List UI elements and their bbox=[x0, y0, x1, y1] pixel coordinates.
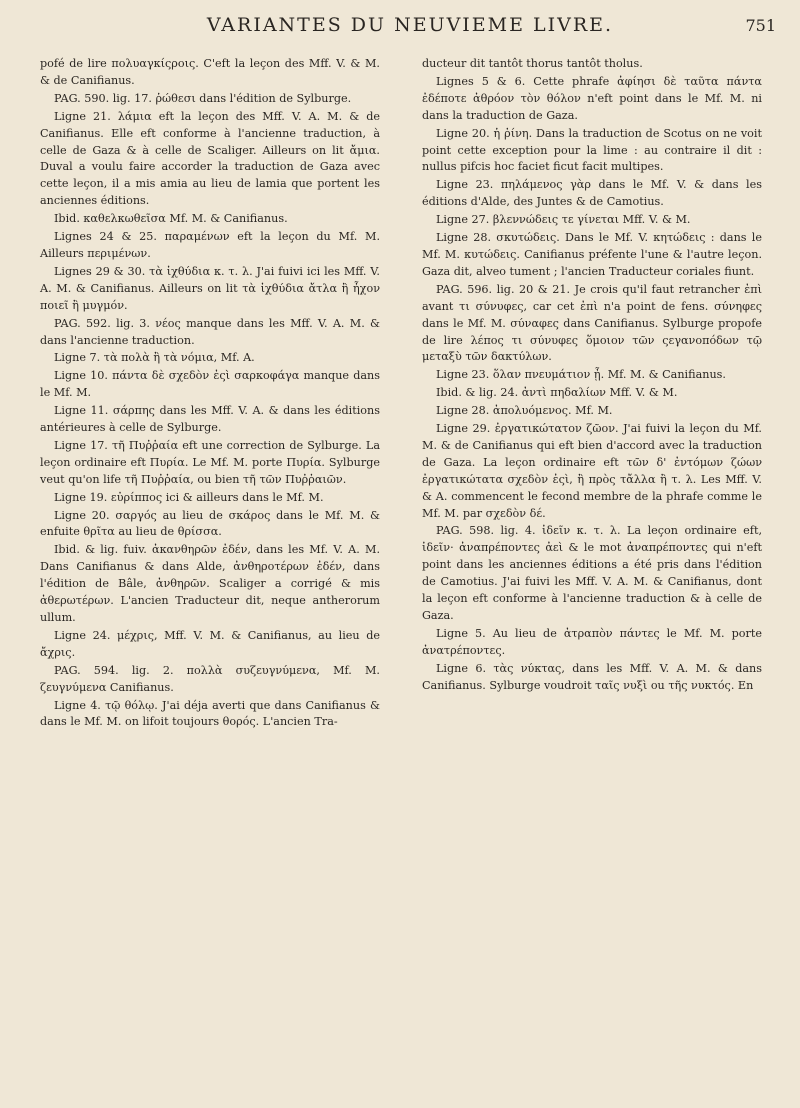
left-column bbox=[40, 56, 380, 732]
right-column bbox=[422, 56, 762, 696]
note-paragraph: Ligne 24. μέχρις, Mff. V. M. & Canifianus, au lieu de ἄχρις. bbox=[40, 628, 380, 659]
note-paragraph: pofé de lire πολυαγκίςροις. C'eft la leçon des Mff. V. & M. & de Canifianus. bbox=[40, 57, 380, 87]
note-paragraph: Ibid. καθελκωθεῖσα Mf. M. & Canifianus. bbox=[54, 212, 288, 226]
note-paragraph: PAG. 592. lig. 3. νέος manque dans les Mff. V. A. M. & dans l'ancienne traduction. bbox=[40, 316, 380, 347]
note-paragraph: Ligne 29. ἐργατικώτατον ζῶον. J'ai fuivi la leçon du Mf. M. & de Canifianus qui eft bien d'accord avec la traduction de Gaza. La leçon ordinaire eft τῶν δ' ἐντόμων ζώων ἐργατικώτατα σχεδὸν ἐςὶ, ἢ πρὸς τἄλλα ἢ τ. λ. Les Mff. V. & A. commencent le fecond membre de la phrafe comme le Mf. M. par σχεδὸν δέ. bbox=[422, 422, 762, 520]
note-paragraph: Ligne 20. ἡ ῥίνη. Dans la traduction de Scotus on ne voit point cette exception pour la lime : au contraire il dit : nullus pifcis hoc faciet ficut facit multipes. bbox=[422, 126, 762, 174]
note-paragraph: PAG. 590. lig. 17. ῥώθεσι dans l'édition de Sylburge. bbox=[54, 91, 352, 105]
note-paragraph: Ligne 21. λάμια eft la leçon des Mff. V. A. M. & de Canifianus. Elle eft conforme à l'ancienne traduction, à celle de Gaza & à celle de Scaliger. Ailleurs on lit ἄμια. Duval a voulu faire accorder la traduction de Gaza avec cette leçon, il a mis amia au lieu de lamia que portent les anciennes éditions. bbox=[40, 109, 380, 208]
note-paragraph: Lignes 24 & 25. παραμένων eft la leçon du Mf. M. Ailleurs περιμένων. bbox=[40, 230, 380, 260]
note-paragraph: Ibid. & lig. 24. ἀντὶ πηδαλίων Mff. V. & M. bbox=[436, 386, 678, 400]
note-paragraph: Ligne 28. σκυτώδεις. Dans le Mf. V. κητώδεις : dans le Mf. M. κυτώδεις. Canifianus préfente l'une & l'autre leçon. Gaza dit, alveo tument ; l'ancien Traducteur coriales fiunt. bbox=[422, 231, 762, 278]
note-paragraph: Ligne 23. πηλάμενος γὰρ dans le Mf. V. & dans les éditions d'Alde, des Juntes & de Camotius. bbox=[422, 178, 762, 209]
note-paragraph: PAG. 598. lig. 4. ἰδεῖν κ. τ. λ. La leçon ordinaire eft, ἰδεῖν· ἀναπρέποντες ἀεὶ & le mot ἀναπρέποντες qui n'eft point dans les anciennes éditions a été pris dans l'édition de Camotius. J'ai fuivi les Mff. V. A. M. & Canifianus, dont la leçon eft conforme à l'ancienne traduction & à celle de Gaza. bbox=[422, 524, 762, 622]
note-paragraph: PAG. 596. lig. 20 & 21. Je crois qu'il faut retrancher ἐπὶ avant τι σύνυφες, car cet ἐπὶ n'a point de fens. σύνηφες dans le Mf. M. σύναφες dans Canifianus. Sylburge propofe de lire λέπος τι σύνυφες ὅμοιον τῶν ςεγανοπόδων τῷ μεταξὺ τῶν δακτύλων. bbox=[422, 282, 762, 364]
note-paragraph: ducteur dit tantôt thorus tantôt tholus. bbox=[422, 57, 643, 70]
note-paragraph: Ligne 10. πάντα δὲ σχεδὸν ἐςὶ σαρκοφάγα manque dans le Mf. M. bbox=[40, 369, 380, 400]
note-paragraph: Lignes 5 & 6. Cette phrafe ἀφίησι δὲ ταῦτα πάντα ἐδέποτε ἀθρόον τὸν θόλον n'eft point dans le Mf. M. ni dans la traduction de Gaza. bbox=[422, 74, 762, 122]
note-paragraph: Ligne 11. σάρπης dans les Mff. V. A. & dans les éditions antérieures à celle de Sylburge. bbox=[40, 404, 380, 435]
note-paragraph: Ibid. & lig. fuiv. ἀκανθηρῶν ἐδέν, dans les Mf. V. A. M. Dans Canifianus & dans Alde, ἀνθηροτέρων ἐδέν, dans l'édition de Bâle, ἀνθηρῶν. Scaliger a corrigé & mis ἀθερωτέρων. L'ancien Traducteur dit, neque antherorum ullum. bbox=[40, 543, 380, 624]
note-paragraph: Ligne 17. τῆ Πυῤῥαία eft une correction de Sylburge. La leçon ordinaire eft Πυρία. Le Mf. M. porte Πυρία. Sylburge veut qu'on life τῆ Πυῤῥαία, ou bien τῆ τῶν Πυῤῥαιῶν. bbox=[40, 438, 380, 486]
note-paragraph: Ligne 28. ἀπολυόμενος. Mf. M. bbox=[436, 404, 613, 418]
note-paragraph: Ligne 6. τὰς νύκτας, dans les Mff. V. A. M. & dans Canifianus. Sylburge voudroit ταῖς νυξὶ ou τῆς νυκτός. En bbox=[422, 661, 762, 692]
running-head: VARIANTES DU NEUVIEME LIVRE. bbox=[206, 14, 614, 36]
note-paragraph: Lignes 29 & 30. τὰ ἰχθύδια κ. τ. λ. J'ai fuivi ici les Mff. V. A. M. & Canifianus. Ailleurs on lit τὰ ἰχθύδια ἄτλα ἢ ἧχον ποιεῖ ἢ μυγμόν. bbox=[40, 264, 380, 312]
note-paragraph: Ligne 23. ὅλαν πνευμάτιον ᾖ. Mf. M. & Canifianus. bbox=[436, 368, 726, 382]
note-paragraph: Ligne 4. τῷ θόλῳ. J'ai déja averti que dans Canifianus & dans le Mf. M. on lifoit toujours θορός. L'ancien Tra- bbox=[40, 698, 380, 729]
page-number: 751 bbox=[745, 16, 776, 35]
note-paragraph: Ligne 19. εὐρίππος ici & ailleurs dans le Mf. M. bbox=[54, 490, 324, 504]
note-paragraph: Ligne 20. σαργός au lieu de σκάρος dans le Mf. M. & enfuite θρῖτα au lieu de θρίσσα. bbox=[40, 508, 380, 539]
note-paragraph: Ligne 7. τὰ πολὰ ἢ τὰ νόμια, Mf. A. bbox=[54, 351, 255, 365]
note-paragraph: Ligne 5. Au lieu de ἀτραπὸν πάντες le Mf. M. porte ἀνατρέποντες. bbox=[422, 626, 762, 657]
note-paragraph: PAG. 594. lig. 2. πολλὰ συζευγνύμενα, Mf. M. ζευγνύμενα Canifianus. bbox=[40, 663, 380, 694]
note-paragraph: Ligne 27. βλεννώδεις τε γίνεται Mff. V. & M. bbox=[436, 213, 691, 227]
